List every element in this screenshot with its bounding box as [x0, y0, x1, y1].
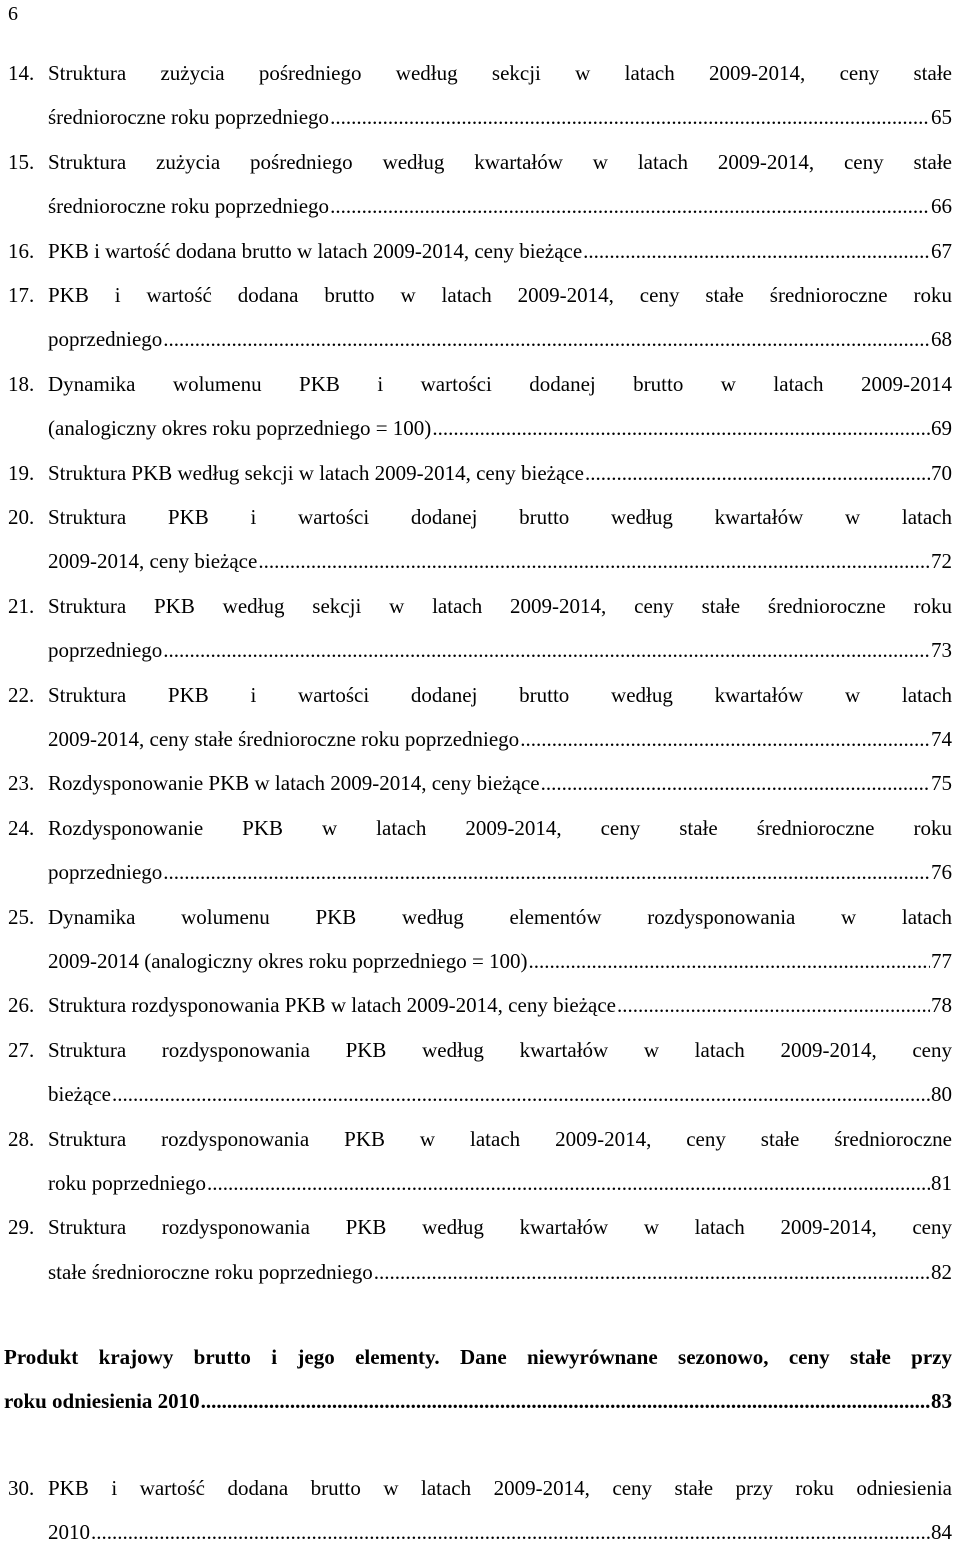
toc-entry-number: 20.: [8, 505, 35, 529]
toc-entry-number: 15.: [8, 149, 35, 174]
dot-leader: [201, 1386, 930, 1416]
toc-entry-page: 76: [931, 860, 952, 885]
section-title-line: Produkt krajowy brutto i jego elementy. Dane niewyrównane sezonowo, ceny stałe przy: [4, 1345, 952, 1369]
toc-entry-title-end: 2009-2014, ceny bieżące: [48, 549, 258, 574]
toc-entry-leader-line: [48, 990, 952, 1020]
toc-entry-page: 77: [931, 948, 952, 973]
toc-entry-leader-line: [48, 546, 952, 576]
toc-entry-leader-line: [48, 946, 952, 976]
toc-entry-number: 16.: [8, 238, 35, 263]
toc-entry-title-end: stałe średnioroczne roku poprzedniego: [48, 1259, 373, 1284]
dot-leader: [163, 635, 930, 665]
dot-leader: [432, 413, 930, 443]
toc-entry-number: 19.: [8, 460, 35, 485]
toc-entry-title-end: średnioroczne roku poprzedniego: [48, 194, 330, 219]
toc-entry-page: 80: [931, 1082, 952, 1107]
toc-entry-number: 28.: [8, 1126, 35, 1151]
toc-entry-number: 22.: [8, 682, 35, 707]
toc-entry-page: 81: [931, 1170, 952, 1195]
toc-entry-title-line: Struktura rozdysponowania PKB według kwartałów w latach 2009-2014, ceny: [48, 1215, 952, 1240]
toc-entry-page: 78: [931, 993, 952, 1018]
toc-entry-title-end: PKB i wartość dodana brutto w latach 2009-2014, ceny bieżące: [48, 238, 583, 263]
dot-leader: [330, 102, 930, 132]
dot-leader: [520, 724, 930, 754]
toc-entry-leader-line: [48, 236, 952, 266]
toc-entry-number: 30.: [8, 1476, 35, 1500]
toc-entry-number: 27.: [8, 1037, 35, 1062]
toc-entry-title-line: Dynamika wolumenu PKB i wartości dodanej brutto w latach 2009-2014: [48, 371, 952, 396]
toc-entry-page: 75: [931, 771, 952, 796]
toc-entry-page: 67: [931, 238, 952, 263]
toc-entry-title-line: Struktura PKB i wartości dodanej brutto według kwartałów w latach: [48, 682, 952, 707]
dot-leader: [258, 546, 930, 576]
dot-leader: [529, 946, 930, 976]
toc-entry-number: 14.: [8, 61, 35, 85]
toc-entry-leader-line: [48, 324, 952, 354]
toc-entry-number: 21.: [8, 593, 35, 618]
dot-leader: [330, 191, 930, 221]
section-page: 83: [931, 1389, 952, 1414]
toc-entry-number: 25.: [8, 904, 35, 929]
toc-entry-title-line: Dynamika wolumenu PKB według elementów rozdysponowania w latach: [48, 904, 952, 929]
section-title-end: roku odniesienia 2010: [4, 1389, 200, 1414]
dot-leader: [374, 1257, 930, 1287]
toc-entry-title-line: PKB i wartość dodana brutto w latach 2009-2014, ceny stałe średnioroczne roku: [48, 283, 952, 307]
dot-leader: [207, 1168, 930, 1198]
toc-entry-leader-line: [48, 768, 952, 798]
toc-entry-title-line: Rozdysponowanie PKB w latach 2009-2014, ceny stałe średnioroczne roku: [48, 815, 952, 840]
toc-entry-page: 68: [931, 327, 952, 352]
toc-entry-leader-line: [48, 102, 952, 132]
toc-entry-title-end: Struktura PKB według sekcji w latach 2009-2014, ceny bieżące: [48, 460, 584, 485]
toc-entry-leader-line: [48, 1079, 952, 1109]
toc-entry-page: 72: [931, 549, 952, 574]
dot-leader: [163, 857, 930, 887]
toc-entry-leader-line: [48, 458, 952, 488]
toc-entry-title-line: Struktura PKB według sekcji w latach 2009-2014, ceny stałe średnioroczne roku: [48, 593, 952, 618]
toc-entry-title-end: 2009-2014 (analogiczny okres roku poprzedniego = 100): [48, 948, 528, 973]
toc-entry-leader-line: [48, 1257, 952, 1287]
section-leader-line: [4, 1386, 952, 1416]
dot-leader: [585, 458, 930, 488]
toc-entry-page: 69: [931, 416, 952, 441]
toc-entry-leader-line: [48, 1168, 952, 1198]
toc-entry-number: 26.: [8, 993, 35, 1018]
page-number: 6: [8, 3, 18, 25]
dot-leader: [541, 768, 930, 798]
toc-entry-leader-line: [48, 635, 952, 665]
toc-entry-title-line: Struktura rozdysponowania PKB w latach 2009-2014, ceny stałe średnioroczne: [48, 1126, 952, 1151]
toc-entry-title-end: Rozdysponowanie PKB w latach 2009-2014, ceny bieżące: [48, 771, 540, 796]
toc-entry-page: 73: [931, 638, 952, 663]
toc-entry-title-end: Struktura rozdysponowania PKB w latach 2009-2014, ceny bieżące: [48, 993, 617, 1018]
toc-entry-leader-line: [48, 191, 952, 221]
toc-entry-page: 65: [931, 105, 952, 130]
toc-entry-title-end: 2010: [48, 1520, 90, 1545]
toc-entry-number: 18.: [8, 371, 35, 396]
toc-entry-title-end: poprzedniego: [48, 860, 163, 885]
toc-entry-page: 70: [931, 460, 952, 485]
toc-entry-page: 66: [931, 194, 952, 219]
toc-entry-page: 84: [931, 1520, 952, 1545]
toc-entry-page: 74: [931, 726, 952, 751]
toc-entry-page: 82: [931, 1259, 952, 1284]
toc-entry-number: 24.: [8, 815, 35, 840]
toc-entry-title-line: Struktura rozdysponowania PKB według kwartałów w latach 2009-2014, ceny: [48, 1037, 952, 1062]
toc-entry-leader-line: [48, 857, 952, 887]
toc-entry-title-end: 2009-2014, ceny stałe średnioroczne roku poprzedniego: [48, 726, 520, 751]
toc-entry-title-end: poprzedniego: [48, 327, 163, 352]
toc-entry-number: 29.: [8, 1215, 35, 1240]
toc-entry-leader-line: [48, 724, 952, 754]
dot-leader: [112, 1079, 930, 1109]
toc-entry-title-line: Struktura zużycia pośredniego według kwartałów w latach 2009-2014, ceny stałe: [48, 149, 952, 174]
toc-entry-title-line: Struktura zużycia pośredniego według sekcji w latach 2009-2014, ceny stałe: [48, 61, 952, 85]
toc-entry-number: 23.: [8, 771, 35, 796]
toc-entry-number: 17.: [8, 283, 35, 307]
toc-entry-title-end: roku poprzedniego: [48, 1170, 207, 1195]
toc-entry-title-line: Struktura PKB i wartości dodanej brutto według kwartałów w latach: [48, 505, 952, 529]
toc-entry-title-end: (analogiczny okres roku poprzedniego = 100): [48, 416, 432, 441]
toc-entry-title-end: średnioroczne roku poprzedniego: [48, 105, 330, 130]
dot-leader: [583, 236, 930, 266]
toc-entry-title-line: PKB i wartość dodana brutto w latach 2009-2014, ceny stałe przy roku odniesienia: [48, 1476, 952, 1500]
dot-leader: [163, 324, 930, 354]
toc-entry-title-end: poprzedniego: [48, 638, 163, 663]
toc-entry-leader-line: [48, 413, 952, 443]
dot-leader: [617, 990, 930, 1020]
toc-entry-title-end: bieżące: [48, 1082, 111, 1107]
